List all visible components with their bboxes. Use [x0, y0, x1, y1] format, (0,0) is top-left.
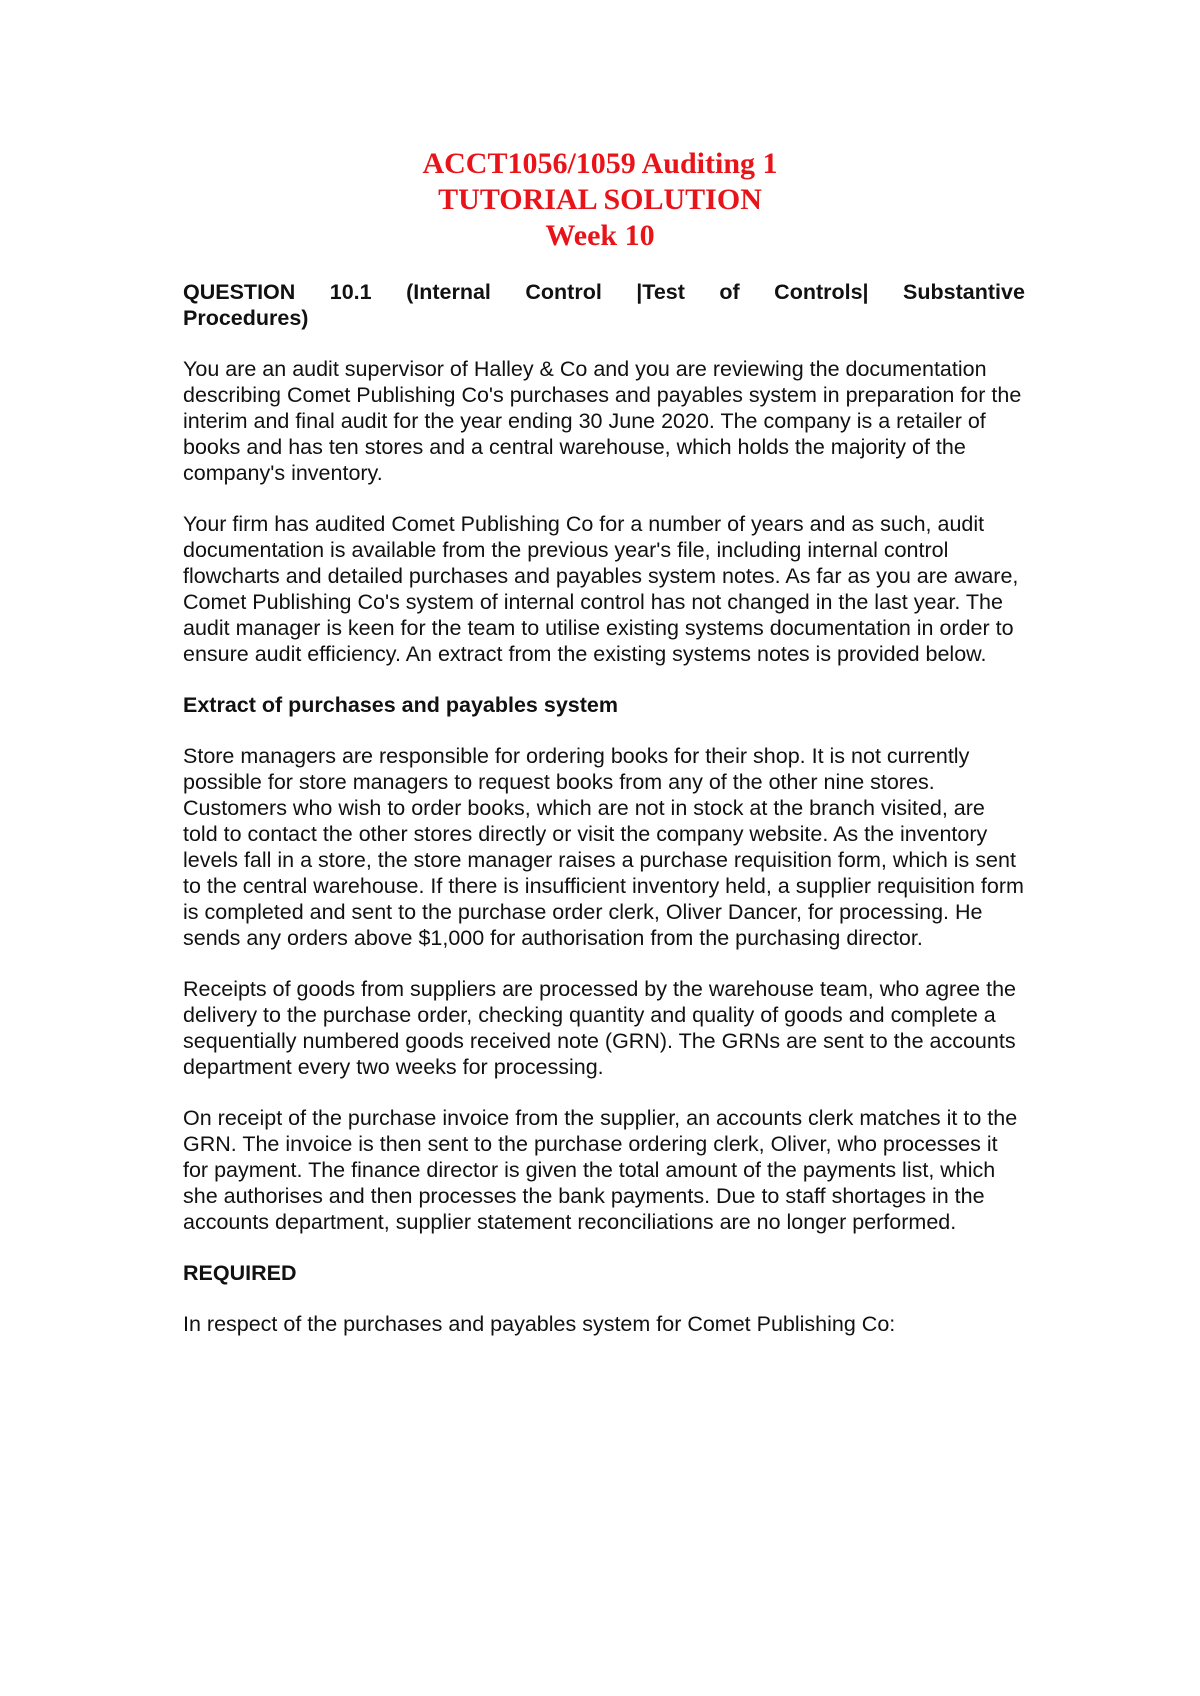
question-title-word: Control — [525, 280, 602, 304]
question-title — [183, 279, 1025, 331]
question-title-word: QUESTION — [183, 280, 296, 304]
paragraph-invoice: On receipt of the purchase invoice from the supplier, an accounts clerk matches it to the GRN. The invoice is then sent to the purchase ordering clerk, Oliver, who processes it for payment. The finance director is given the total amount of the payments list, which she authorises and then processes the bank payments. Due to staff shortages in the accounts department, supplier statement reconciliations are no longer performed. — [183, 1106, 1018, 1234]
paragraph-firm-background: Your firm has audited Comet Publishing Co for a number of years and as such, audit documentation is available from the previous year's file, including internal control flowcharts and detailed purchases and payables system notes. As far as you are aware, Comet Publishing Co's system of internal control has not changed in the last year. The audit manager is keen for the team to utilise existing systems documentation in order to ensure audit efficiency. An extract from the existing systems notes is provided below. — [183, 512, 1019, 666]
document-body — [183, 279, 1025, 1362]
question-title-line2: Procedures) — [183, 306, 309, 330]
paragraph-intro: You are an audit supervisor of Halley & Co and you are reviewing the documentation describing Comet Publishing Co's purchases and payables system in preparation for the interim and final audit for the year ending 30 June 2020. The company is a retailer of books and has ten stores and a central warehouse, which holds the majority of the company's inventory. — [183, 357, 1022, 485]
paragraph-receipts: Receipts of goods from suppliers are processed by the warehouse team, who agree the delivery to the purchase order, checking quantity and quality of goods and complete a sequentially numbered goods received note (GRN). The GRNs are sent to the accounts department every two weeks for processing. — [183, 977, 1016, 1079]
question-title-line1 — [183, 279, 1025, 305]
required-heading: REQUIRED — [183, 1261, 297, 1285]
week-label: Week 10 — [545, 219, 655, 252]
question-title-word: 10.1 — [329, 280, 372, 304]
question-title-word: (Internal — [406, 280, 491, 304]
question-title-word: |Test — [636, 280, 685, 304]
paragraph-store-managers: Store managers are responsible for ordering books for their shop. It is not currently possible for store managers to request books from any of the other nine stores. Customers who wish to order books, which are not in stock at the branch visited, are told to contact the other stores directly or visit the company website. As the inventory levels fall in a store, the store manager raises a purchase requisition form, which is sent to the central warehouse. If there is insufficient inventory held, a supplier requisition form is completed and sent to the purchase order clerk, Oliver Dancer, for processing. He sends any orders above $1,000 for authorisation from the purchasing director. — [183, 744, 1024, 950]
question-title-word: Controls| — [774, 280, 869, 304]
course-title: ACCT1056/1059 Auditing 1 — [422, 147, 778, 180]
tutorial-solution-title: TUTORIAL SOLUTION — [438, 183, 762, 216]
question-title-word: of — [719, 280, 740, 304]
paragraph-requirement: In respect of the purchases and payables system for Comet Publishing Co: — [183, 1312, 896, 1336]
question-title-word: Substantive — [903, 280, 1025, 304]
document-header — [0, 146, 1200, 254]
extract-heading: Extract of purchases and payables system — [183, 693, 618, 717]
